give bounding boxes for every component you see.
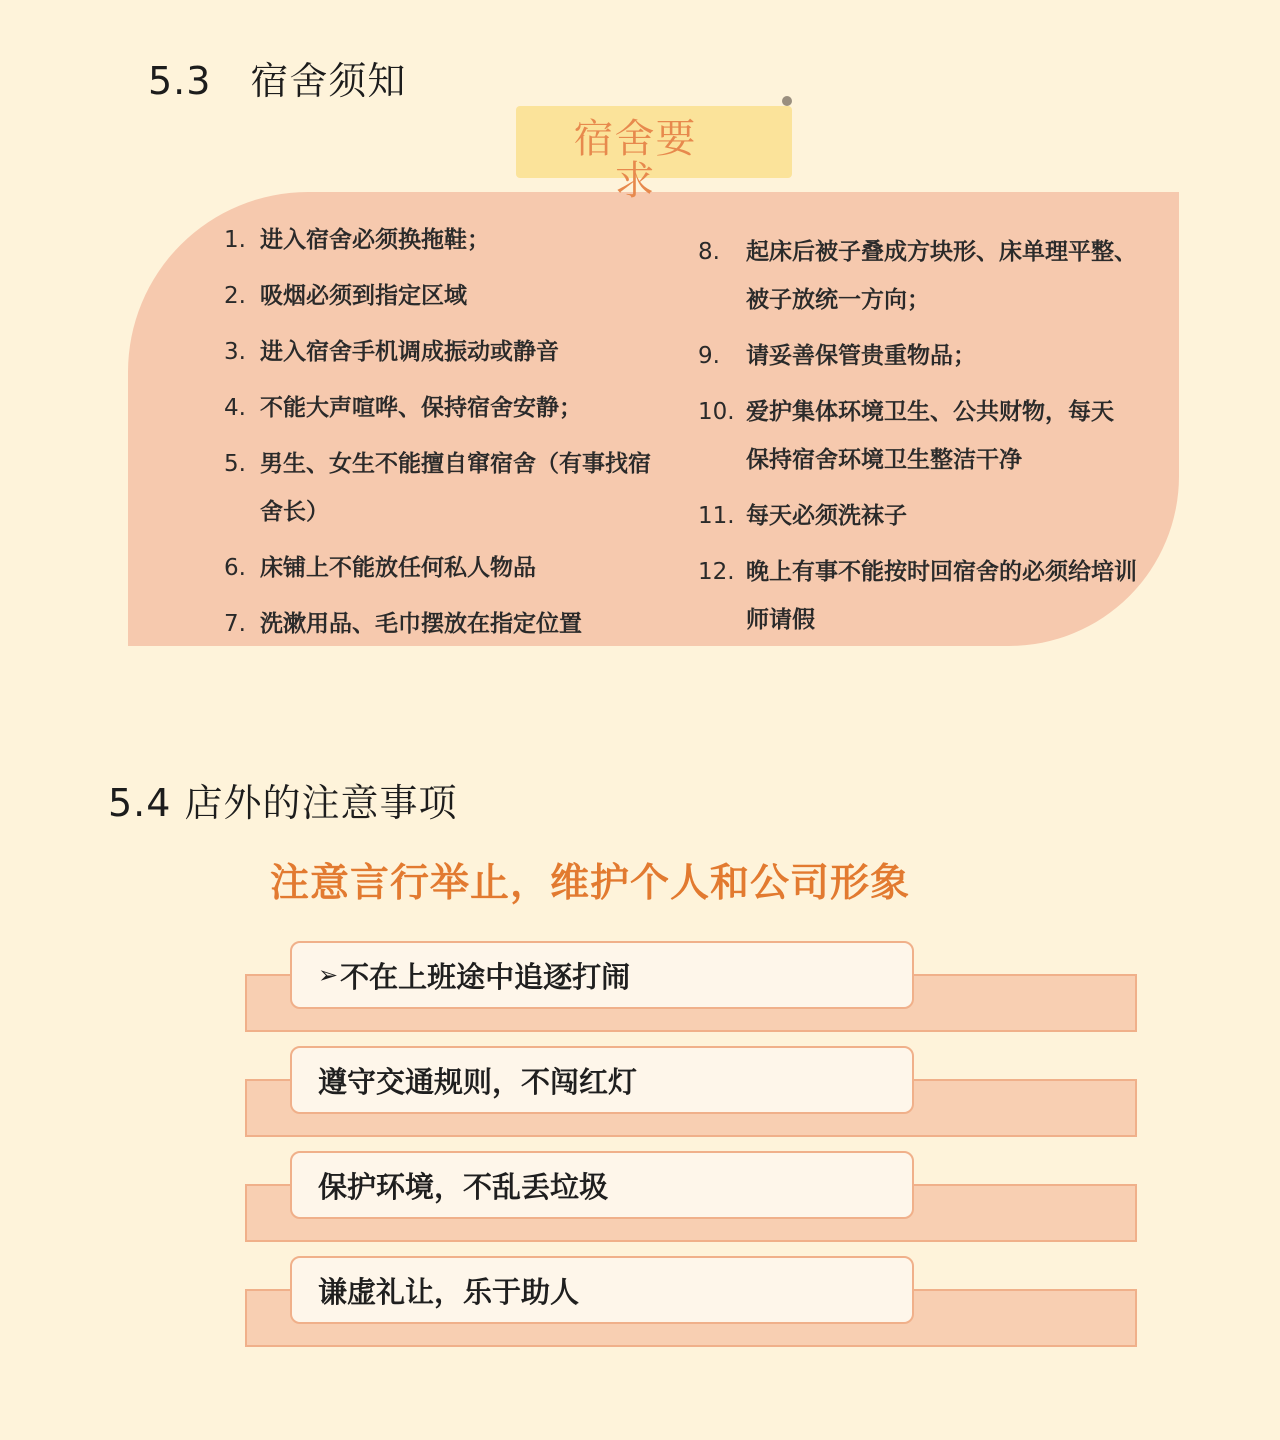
arrow-bullet-icon: ➢ xyxy=(318,961,339,989)
rule-item: 8. 起床后被子叠成方块形、床单理平整、被子放统一方向； xyxy=(698,239,1137,313)
rule-item: 12. 晚上有事不能按时回宿舍的必须给培训师请假 xyxy=(698,559,1137,633)
rule-item: 7. 洗漱用品、毛巾摆放在指定位置 xyxy=(224,611,582,637)
rule-item: 2. 吸烟必须到指定区域 xyxy=(224,283,467,309)
section-title-5-3: 5.3 宿舍须知 xyxy=(148,59,407,103)
rule-item: 6. 床铺上不能放任何私人物品 xyxy=(224,555,536,581)
rule-item: 1. 进入宿舍必须换拖鞋； xyxy=(224,227,490,253)
rule-item: 10. 爱护集体环境卫生、公共财物，每天保持宿舍环境卫生整洁干净 xyxy=(698,399,1114,473)
slogan: 注意言行举止，维护个人和公司形象 xyxy=(270,861,911,906)
section-title-5-4: 5.4 店外的注意事项 xyxy=(108,781,458,825)
rule-item: 5. 男生、女生不能擅自窜宿舍（有事找宿舍长） xyxy=(224,451,651,525)
notice-item: 保护环境，不乱丢垃圾 xyxy=(290,1151,914,1219)
rule-item: 9. 请妥善保管贵重物品； xyxy=(698,343,976,369)
tag-label: 宿舍要求 xyxy=(573,116,697,204)
pin-icon xyxy=(782,96,792,106)
notice-item: 遵守交通规则，不闯红灯 xyxy=(290,1046,914,1114)
rule-item: 3. 进入宿舍手机调成振动或静音 xyxy=(224,339,559,365)
rule-item: 11. 每天必须洗袜子 xyxy=(698,503,907,529)
rule-item: 4. 不能大声喧哗、保持宿舍安静； xyxy=(224,395,582,421)
notice-item: 谦虚礼让，乐于助人 xyxy=(290,1256,914,1324)
notice-item: ➢ 不在上班途中追逐打闹 xyxy=(290,941,914,1009)
